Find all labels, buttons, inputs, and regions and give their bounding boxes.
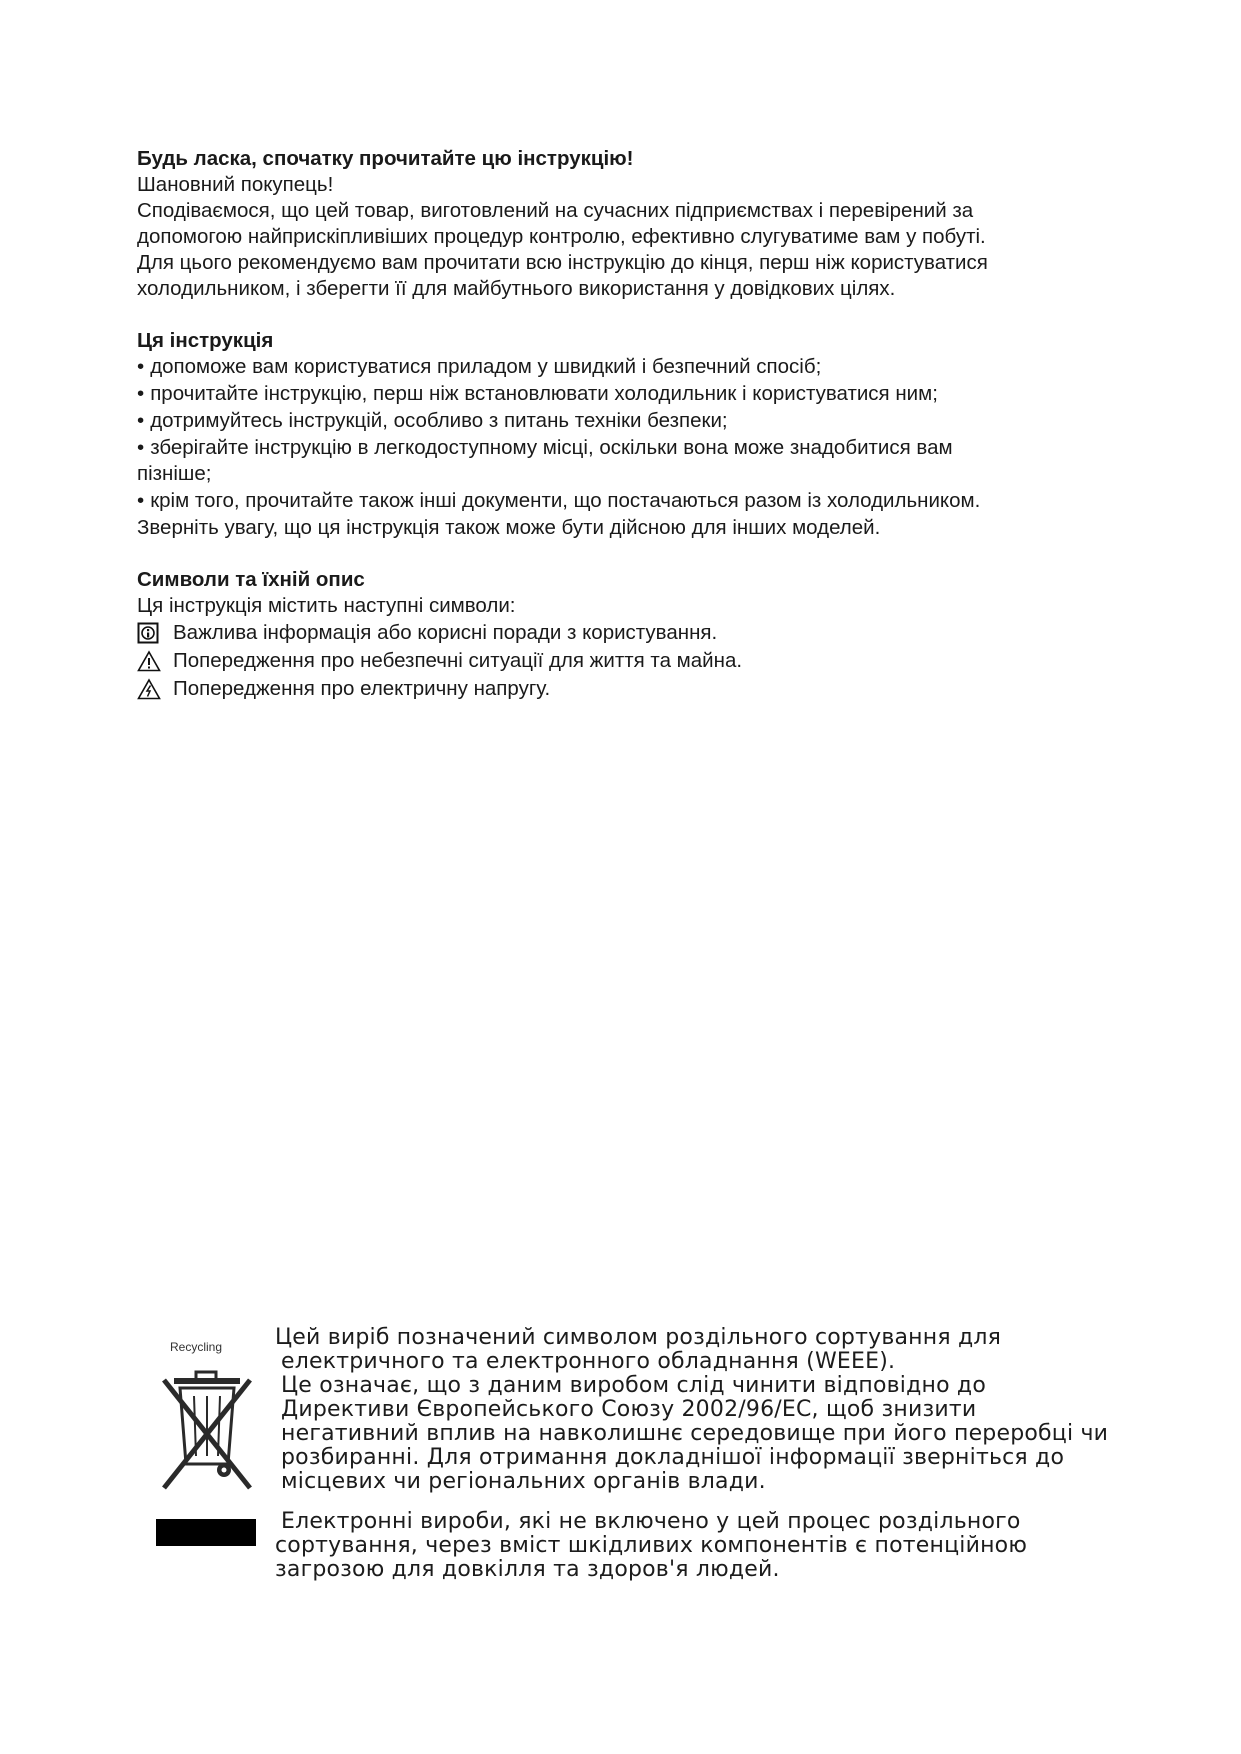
intro-title: Будь ласка, спочатку прочитайте цю інструкцію!	[137, 147, 634, 170]
weee-line: негативний вплив на навколишнє середовище при його переробці чи	[281, 1421, 1109, 1446]
bullet-icon: •	[137, 355, 145, 378]
instruction-list	[137, 354, 1097, 514]
electric-warning-icon	[137, 678, 161, 700]
weee-line: розбиранні. Для отримання докладнішої інформації зверніться до	[281, 1445, 1065, 1470]
bullet-icon: •	[137, 489, 145, 512]
intro-line: допомогою найприскіпливіших процедур контролю, ефективно слугуватиме вам у побуті.	[137, 225, 986, 248]
symbol-text: Важлива інформація або корисні поради з користування.	[173, 621, 718, 644]
symbol-text: Попередження про електричну напругу.	[173, 677, 551, 700]
warning-icon	[137, 650, 161, 672]
symbols-title: Символи та їхній опис	[137, 568, 365, 591]
bullet-icon: •	[137, 382, 145, 405]
intro-line: холодильником, і зберегти її для майбутнього використання у довідкових цілях.	[137, 277, 896, 300]
info-icon	[137, 622, 161, 644]
instruction-title: Ця інструкція	[137, 329, 274, 352]
weee-line: Директиви Європейського Союзу 2002/96/ЕС, щоб знизити	[281, 1397, 977, 1422]
symbol-row	[137, 619, 1097, 647]
list-item: • зберігайте інструкцію в легкодоступному місці, оскільки вона може знадобитися вам пізніше;	[137, 436, 953, 485]
weee-line: сортування, через вміст шкідливих компонентів є потенційною	[275, 1533, 1028, 1558]
list-item-continuation: пізніше;	[137, 462, 212, 485]
weee-paragraph-2	[275, 1510, 1105, 1582]
weee-line: Цей виріб позначений символом роздільного сортування для	[275, 1325, 1002, 1350]
greeting: Шановний покупець!	[137, 173, 334, 196]
symbol-text: Попередження про небезпечні ситуації для життя та майна.	[173, 649, 743, 672]
symbol-row	[137, 647, 1097, 675]
weee-line: Це означає, що з даним виробом слід чинити відповідно до	[281, 1373, 986, 1398]
instruction-note: Зверніть увагу, що ця інструкція також може бути дійсною для інших моделей.	[137, 516, 881, 539]
weee-line: електричного та електронного обладнання (WEEE).	[281, 1349, 896, 1374]
bullet-icon: •	[137, 436, 145, 459]
black-bar	[156, 1519, 256, 1546]
list-item: • дотримуйтесь інструкцій, особливо з питань техніки безпеки;	[137, 409, 728, 432]
instructions-content	[137, 146, 1097, 703]
weee-line: загрозою для довкілля та здоров'я людей.	[275, 1557, 780, 1582]
symbol-row	[137, 675, 1097, 703]
symbols-subtitle: Ця інструкція містить наступні символи:	[137, 594, 516, 617]
intro-line: Сподіваємося, що цей товар, виготовлений на сучасних підприємствах і перевірений за	[137, 199, 974, 222]
list-item: • прочитайте інструкцію, перш ніж встановлювати холодильник і користуватися ним;	[137, 382, 938, 405]
intro-line: Для цього рекомендуємо вам прочитати всю інструкцію до кінця, перш ніж користуватися	[137, 251, 988, 274]
crossed-bin-icon	[154, 1360, 264, 1500]
list-item: • крім того, прочитайте також інші документи, що постачаються разом із холодильником.	[137, 489, 981, 512]
weee-section	[150, 1326, 1110, 1626]
weee-line: Електронні вироби, які не включено у цей процес роздільного	[281, 1509, 1021, 1534]
weee-text	[275, 1325, 1109, 1582]
list-item: • допоможе вам користуватися приладом у швидкий і безпечний спосіб;	[137, 355, 822, 378]
weee-line: місцевих чи регіональних органів влади.	[281, 1469, 766, 1494]
bullet-icon: •	[137, 409, 145, 432]
recycling-label: Recycling	[170, 1340, 223, 1354]
